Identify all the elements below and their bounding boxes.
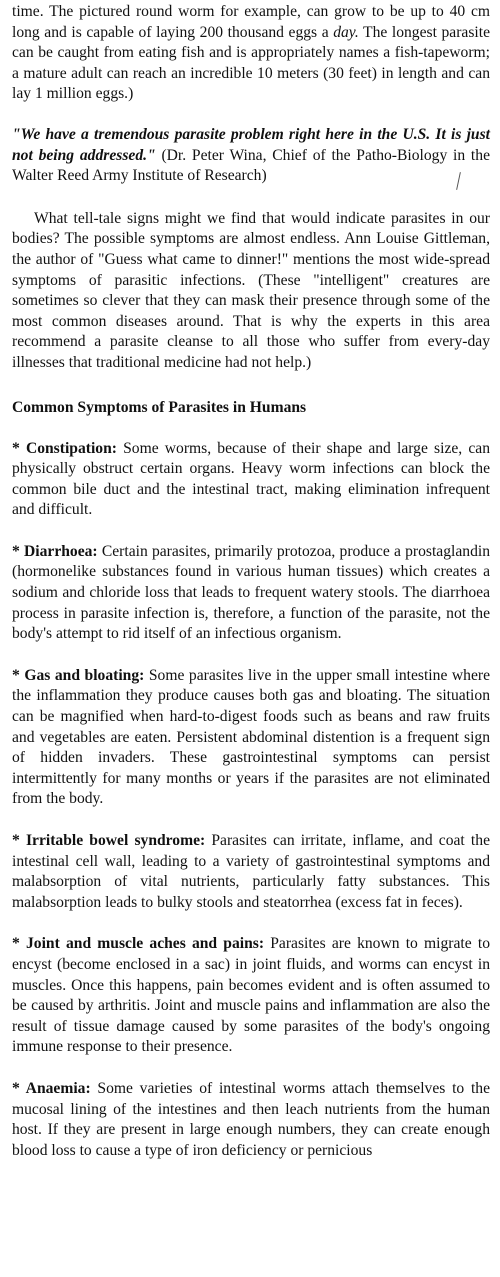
intro-text-part1: time. The pictured round worm for example, can grow to be up to 40 cm long and is capable of laying 200 thousand eggs a [12,3,490,41]
symptom-title: * Diarrhoea: [12,542,98,560]
symptom-gas-bloating [12,666,490,810]
quote-attribution: (Dr. Peter Wina, Chief of the Patho-Biology in the Walter Reed Army Institute of Research) [12,146,490,185]
symptom-ibs [12,831,490,913]
section-heading: Common Symptoms of Parasites in Humans [12,398,307,416]
symptom-diarrhoea [12,542,490,645]
symptom-joint-muscle [12,934,490,1058]
symptom-title: * Anaemia: [12,1079,91,1097]
intro-emphasis: day. [333,23,359,41]
symptom-title: * Constipation: [12,439,117,457]
symptom-text: Some worms, because of their shape and large size, can physically obstruct certain organs. Heavy worm infections can block the common bile duct and the intestinal tract, making elimination infrequent and difficult. [12,439,490,519]
symptom-text: Some varieties of intestinal worms attach themselves to the mucosal lining of the intestines and then leach nutrients from the human host. If they are present in large enough numbers, they can create enough blood loss to cause a type of iron deficiency or pernicious [12,1079,490,1159]
quote-paragraph [12,125,490,187]
symptom-constipation [12,439,490,521]
symptom-title: * Irritable bowel syndrome: [12,832,206,849]
symptom-text: Parasites can irritate, inflame, and coat the intestinal cell wall, leading to a variety of gastrointestinal symptoms and malabsorption of vital nutrients, particularly fatty substances. This malabsorption leads to bulky stools and steatorrhea (excess fat in feces). [12,832,490,911]
symptom-text: Certain parasites, primarily protozoa, produce a prostaglandin (hormonelike substances found in various human tissues) which creates a sodium and chloride loss that leads to frequent watery stools. The diarrhoea process in parasite infection is, therefore, a function of the parasite, not the body's attempt to rid itself of an infectious organism. [12,542,491,643]
symptom-text: Parasites are known to migrate to encyst (become enclosed in a sac) in joint fluids, and worms can encyst in muscles. Once this happens, pain becomes evident and is often assumed to be caused by arthritis. Joint and muscle pains and inflammation are also the result of tissue damage caused by some parasites of the body's ongoing immune response to their presence. [12,935,490,1056]
signs-paragraph: What tell-tale signs might we find that would indicate parasites in our bodies? The possible symptoms are almost endless. Ann Louise Gittleman, the author of "Guess what came to dinner!" mentions the most wide-spread symptoms of parasitic infections. (These "intelligent" creatures are sometimes so clever that they can mask their presence through some of the most common diseases around. That is why the experts in this area recommend a parasite cleanse to all those who suffer from every-day illnesses that traditional medicine had not help.) [12,209,490,371]
intro-continuation-paragraph [12,2,490,105]
symptom-title: * Gas and bloating: [12,666,145,684]
symptom-anaemia [12,1079,490,1161]
quote-text: "We have a tremendous parasite problem right here in the U.S. It is just not being addressed." [12,125,490,164]
intro-text-part2: The longest parasite can be caught from eating fish and is appropriately names a fish-tapeworm; a mature adult can reach an incredible 10 meters (30 feet) in length and can lay 1 million eggs.) [12,23,490,103]
symptom-title: * Joint and muscle aches and pains: [12,935,265,953]
symptom-text: Some parasites live in the upper small intestine where the inflammation they produce causes both gas and bloating. The situation can be magnified when hard-to-digest foods such as beans and raw fruits and vegetables are eaten. Persistent abdominal distention is a frequent sign of hidden invaders. These gastrointestinal symptoms can persist intermittently for many months or years if the parasites are not eliminated from the body. [12,666,490,808]
